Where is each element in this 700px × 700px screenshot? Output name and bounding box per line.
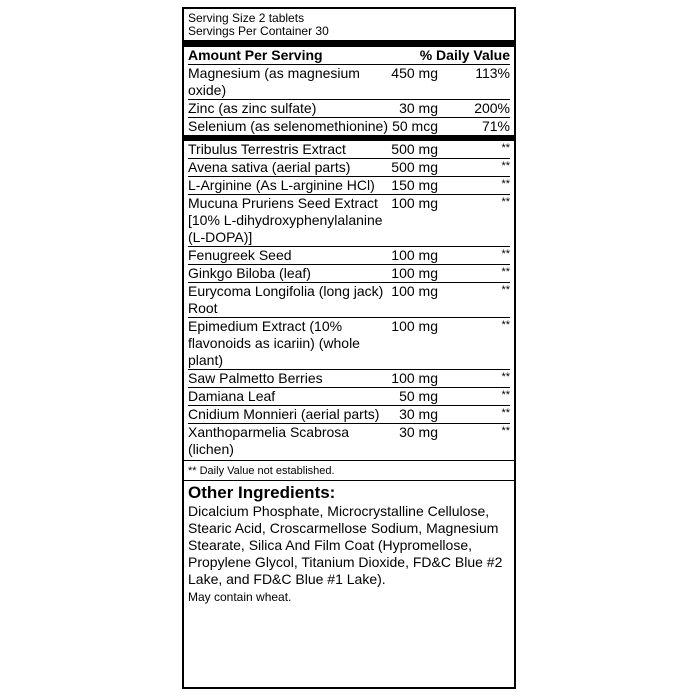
ingredient-amount: 100 mg [391, 265, 438, 281]
table-row [188, 141, 510, 158]
ingredient-daily-value: ** [501, 178, 510, 190]
ingredient-name: Ginkgo Biloba (leaf) [188, 265, 311, 281]
ingredient-name: Xanthoparmelia Scabrosa (lichen) [188, 424, 350, 457]
table-row [188, 158, 510, 176]
table-row [188, 65, 510, 99]
ingredient-daily-value: 200% [474, 100, 510, 116]
ingredient-amount: 100 mg [391, 318, 438, 334]
ingredient-amount: 30 mg [399, 406, 438, 422]
table-row [188, 423, 510, 458]
table-row [188, 117, 510, 135]
ingredient-daily-value: ** [501, 248, 510, 260]
ingredient-daily-value: 71% [481, 118, 510, 134]
table-row [188, 194, 510, 246]
ingredient-amount: 50 mg [399, 388, 438, 404]
ingredient-amount: 500 mg [391, 159, 438, 175]
ingredient-daily-value: ** [501, 284, 510, 296]
ingredient-daily-value: ** [501, 196, 510, 208]
ingredient-daily-value: ** [501, 389, 510, 401]
ingredient-amount: 100 mg [391, 283, 438, 299]
ingredient-daily-value: ** [501, 371, 510, 383]
table-row [188, 99, 510, 117]
ingredient-name: Magnesium (as magnesium oxide) [188, 65, 360, 98]
other-ingredients-rule [184, 480, 514, 481]
ingredient-amount: 50 mcg [392, 118, 438, 134]
ingredient-name: Zinc (as zinc sulfate) [188, 100, 317, 116]
table-row [188, 264, 510, 282]
ingredient-amount: 30 mg [399, 100, 438, 116]
ingredient-name: Damiana Leaf [188, 388, 276, 404]
allergen-statement: May contain wheat. [188, 590, 292, 604]
ingredient-name: L-Arginine (As L-arginine HCl) [188, 177, 375, 193]
ingredient-daily-value: ** [501, 142, 510, 154]
table-row [188, 405, 510, 423]
ingredient-amount: 100 mg [391, 370, 438, 386]
ingredient-name: Tribulus Terrestris Extract [188, 141, 346, 157]
ingredient-daily-value: ** [501, 319, 510, 331]
ingredient-name: Avena sativa (aerial parts) [188, 159, 351, 175]
ingredient-name: Eurycoma Longifolia (long jack) Root [188, 283, 384, 316]
ingredient-amount: 100 mg [391, 195, 438, 211]
ingredient-name: Cnidium Monnieri (aerial parts) [188, 406, 380, 422]
table-row [188, 369, 510, 387]
ingredient-amount: 30 mg [399, 424, 438, 440]
ingredient-daily-value: 113% [475, 65, 510, 81]
daily-value-heading: % Daily Value [419, 47, 510, 63]
servings-per-container: Servings Per Container 30 [188, 24, 329, 38]
ingredient-name: Epimedium Extract (10% flavonoids as icariin) (whole plant) [188, 318, 360, 368]
other-ingredients-title: Other Ingredients: [188, 483, 336, 502]
table-row [188, 176, 510, 194]
table-row [188, 282, 510, 317]
minerals-table [188, 65, 510, 135]
column-header [188, 47, 510, 65]
ingredient-amount: 150 mg [391, 177, 438, 193]
ingredient-daily-value: ** [501, 425, 510, 437]
table-row [188, 246, 510, 264]
ingredient-amount: 100 mg [391, 247, 438, 263]
table-row [188, 387, 510, 405]
table-row [188, 317, 510, 369]
amount-per-serving-heading: Amount Per Serving [188, 47, 323, 63]
ingredient-daily-value: ** [501, 266, 510, 278]
ingredient-name: Mucuna Pruriens Seed Extract [10% L-dihydroxyphenylalanine (L-DOPA)] [188, 195, 383, 245]
supplement-facts-panel [182, 7, 516, 689]
ingredient-amount: 500 mg [391, 141, 438, 157]
ingredient-name: Selenium (as selenomethionine) [188, 118, 388, 134]
other-ingredients-text: Dicalcium Phosphate, Microcrystalline Cellulose, Stearic Acid, Croscarmellose Sodium, Magnesium Stearate, Silica And Film Coat (Hypromellose, Propylene Glycol, Titanium Dioxide, FD&C Blue #2 Lake, and FD&C Blue #1 Lake). [188, 503, 503, 587]
botanicals-table [188, 141, 510, 458]
ingredient-name: Fenugreek Seed [188, 247, 292, 263]
serving-size: Serving Size 2 tablets [188, 11, 305, 25]
ingredient-name: Saw Palmetto Berries [188, 370, 323, 386]
ingredient-amount: 450 mg [391, 65, 438, 81]
footnote: ** Daily Value not established. [188, 465, 335, 477]
ingredient-daily-value: ** [501, 160, 510, 172]
thick-rule [184, 40, 514, 47]
ingredient-daily-value: ** [501, 407, 510, 419]
